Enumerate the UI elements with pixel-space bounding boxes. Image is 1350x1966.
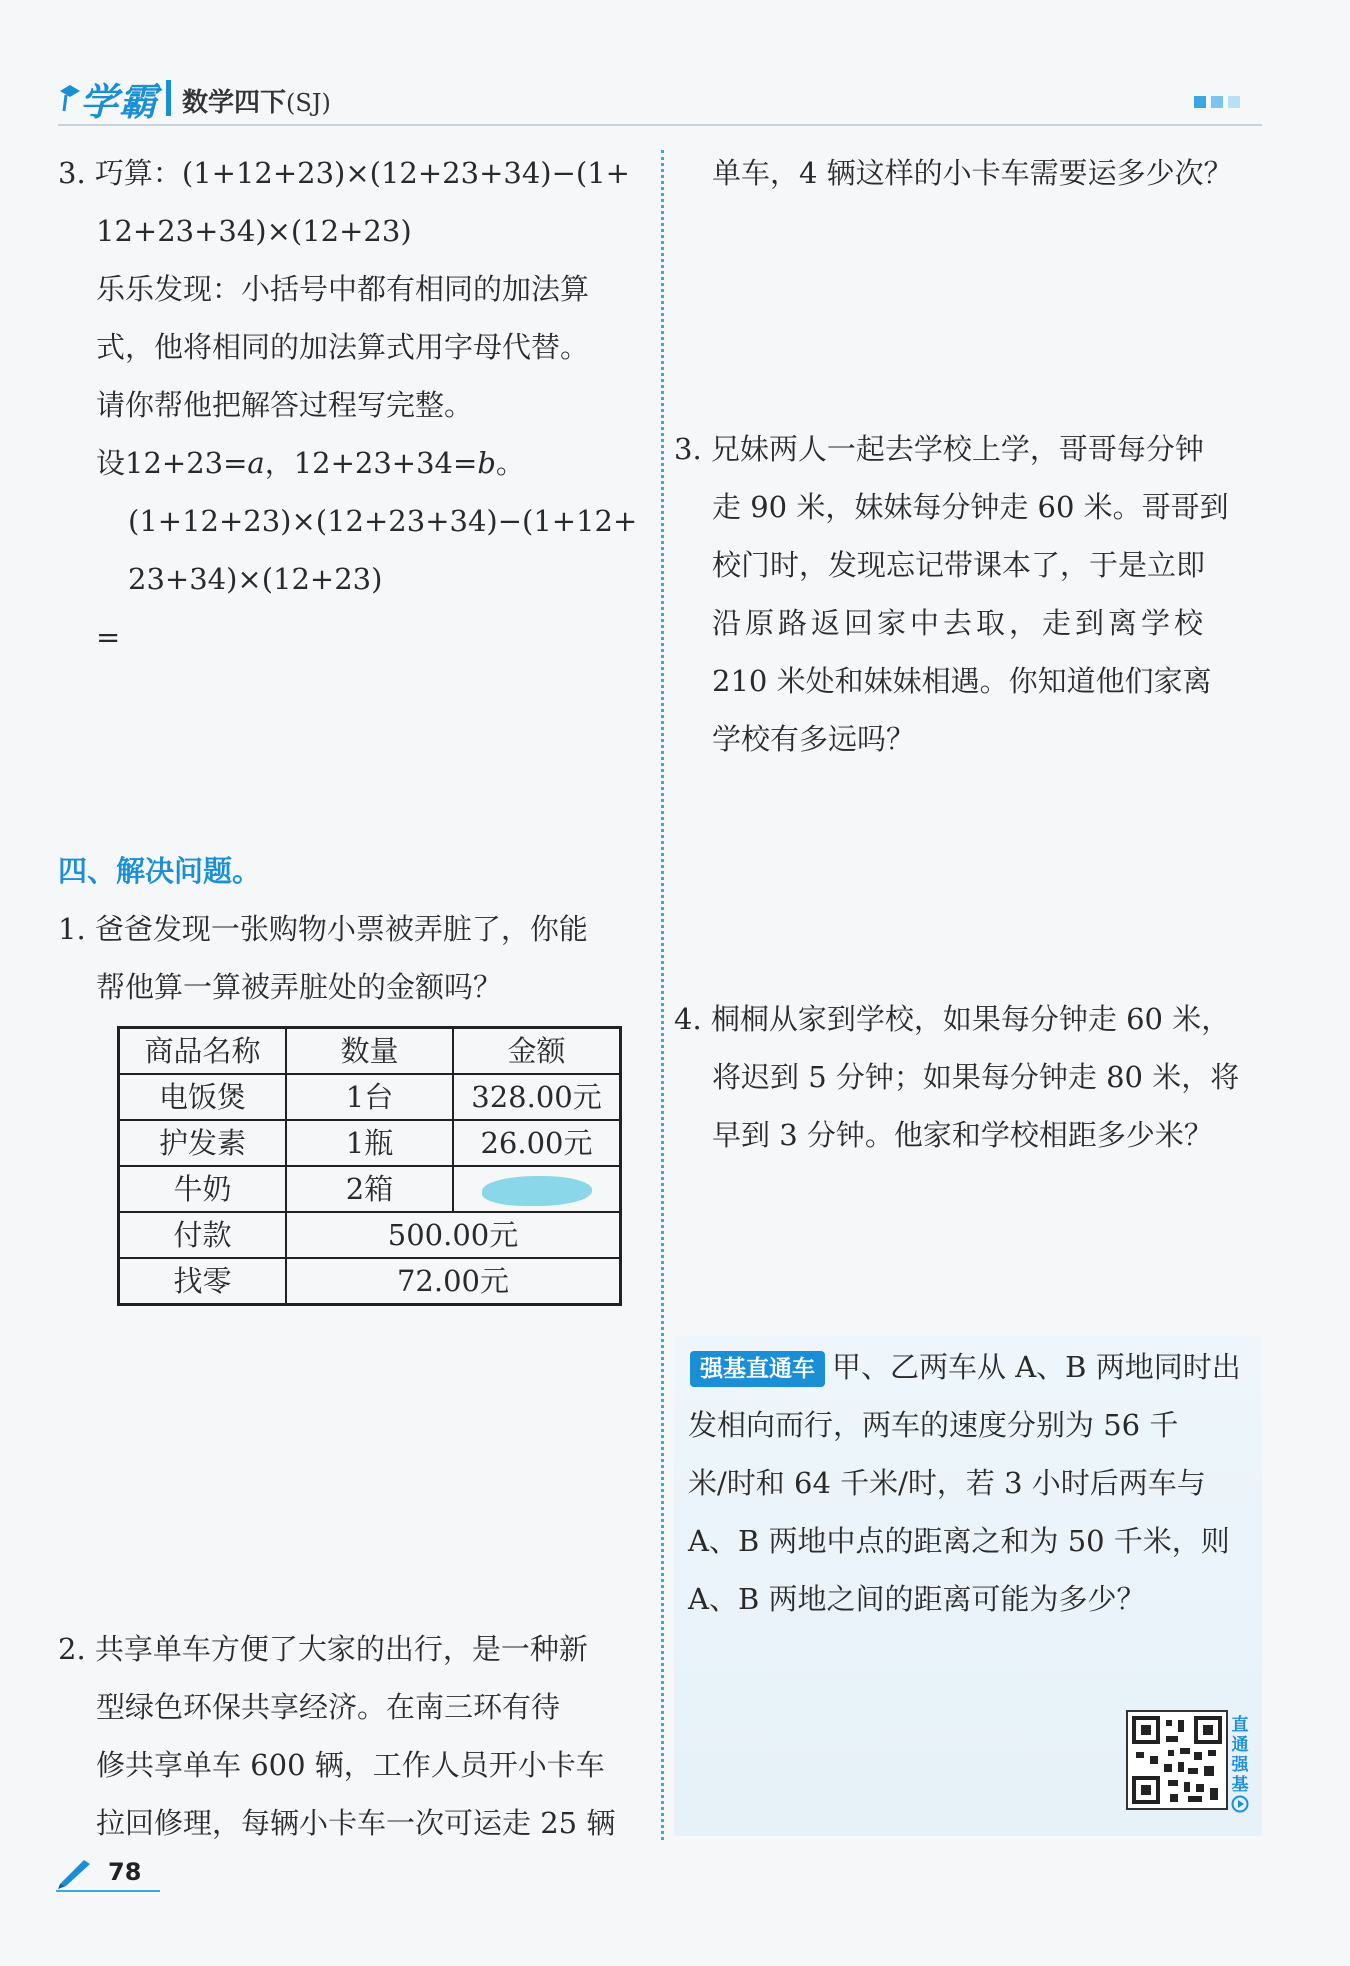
table-row — [119, 1120, 621, 1166]
logo-text: 学霸 — [80, 79, 159, 124]
table-cell: 付款 — [119, 1212, 287, 1258]
q3r-line-3: 校门时，发现忘记带课本了，于是立即 — [712, 548, 1206, 582]
table-header: 金额 — [453, 1028, 621, 1075]
qr-side-label: 直 通 强 基 — [1228, 1715, 1252, 1818]
challenge-line-4: A、B 两地中点的距离之和为 50 千米，则 — [688, 1524, 1230, 1558]
table-cell: 500.00元 — [286, 1212, 621, 1258]
table-header: 商品名称 — [119, 1028, 287, 1075]
qr-code-icon — [1128, 1712, 1226, 1808]
q4-line-1: 4. 桐桐从家到学校，如果每分钟走 60 米， — [674, 1002, 1231, 1036]
table-cell: 1瓶 — [286, 1120, 453, 1166]
q3-substitution: 设12+23=a，12+23+34=b。 — [96, 446, 525, 480]
header-rule — [58, 124, 1262, 126]
page-number: 78 — [108, 1858, 142, 1886]
q4-line-2: 将迟到 5 分钟；如果每分钟走 80 米，将 — [712, 1060, 1240, 1094]
table-row — [119, 1074, 621, 1120]
logo-divider — [166, 80, 171, 116]
q3-expression-1: (1+12+23)×(12+23+34)−(1+12+ — [128, 504, 638, 538]
page-number-underline — [56, 1890, 160, 1892]
table-cell: 26.00元 — [453, 1120, 621, 1166]
edition-label: (SJ) — [286, 89, 331, 117]
var-a: a — [247, 446, 265, 480]
table-cell: 牛奶 — [119, 1166, 287, 1212]
q1-line-2: 帮他算一算被弄脏处的金额吗？ — [96, 970, 503, 1004]
table-row — [119, 1212, 621, 1258]
qr-code[interactable] — [1126, 1710, 1228, 1810]
q3r-line-2: 走 90 米，妹妹每分钟走 60 米。哥哥到 — [712, 490, 1229, 524]
pencil-icon — [56, 1858, 96, 1890]
q2-line-1: 2. 共享单车方便了大家的出行，是一种新 — [58, 1632, 588, 1666]
table-header-row — [119, 1028, 621, 1075]
table-cell: 1台 — [286, 1074, 453, 1120]
page-header — [58, 72, 1260, 126]
subject-label: 数学四下 — [182, 88, 287, 118]
play-icon — [1231, 1795, 1249, 1813]
challenge-line-1: 甲、乙两车从 A、B 两地同时出 — [832, 1350, 1241, 1384]
brand-logo — [58, 72, 171, 124]
q3-line-4: 式，他将相同的加法算式用字母代替。 — [96, 330, 590, 364]
q3-line-2: 12+23+34)×(12+23) — [96, 214, 412, 248]
ink-smudge — [482, 1176, 592, 1206]
q2-continuation: 单车，4 辆这样的小卡车需要运多少次？ — [712, 156, 1233, 190]
q3r-line-1: 3. 兄妹两人一起去学校上学，哥哥每分钟 — [674, 432, 1204, 466]
table-cell: 72.00元 — [286, 1258, 621, 1305]
book-title — [182, 82, 331, 119]
challenge-line-3: 米/时和 64 千米/时，若 3 小时后两车与 — [688, 1466, 1206, 1500]
header-decoration — [1194, 96, 1240, 108]
challenge-tag: 强基直通车 — [690, 1351, 825, 1387]
q2-line-4: 拉回修理，每辆小卡车一次可运走 25 辆 — [96, 1806, 616, 1840]
column-divider — [661, 150, 664, 1840]
q1-line-1: 1. 爸爸发现一张购物小票被弄脏了，你能 — [58, 912, 588, 946]
table-cell: 328.00元 — [453, 1074, 621, 1120]
table-cell: 2箱 — [286, 1166, 453, 1212]
receipt-table — [117, 1026, 622, 1306]
q3-line-1: 3. 巧算：(1+12+23)×(12+23+34)−(1+ — [58, 156, 630, 190]
table-cell: 护发素 — [119, 1120, 287, 1166]
q3-line-5: 请你帮他把解答过程写完整。 — [96, 388, 474, 422]
table-row — [119, 1258, 621, 1305]
q3-line-3: 乐乐发现：小括号中都有相同的加法算 — [96, 272, 590, 306]
challenge-line-2: 发相向而行，两车的速度分别为 56 千 — [688, 1408, 1179, 1442]
table-row — [119, 1166, 621, 1212]
q4-line-3: 早到 3 分钟。他家和学校相距多少米？ — [712, 1118, 1213, 1152]
q3-equals: = — [96, 620, 121, 654]
table-cell: 找零 — [119, 1258, 287, 1305]
q2-line-2: 型绿色环保共享经济。在南三环有待 — [96, 1690, 561, 1724]
q3r-line-4: 沿原路返回家中去取，走到离学校 — [712, 606, 1208, 640]
table-cell: 电饭煲 — [119, 1074, 287, 1120]
q3-expression-2: 23+34)×(12+23) — [128, 562, 383, 596]
var-b: b — [477, 446, 496, 480]
q3r-line-5: 210 米处和妹妹相遇。你知道他们家离 — [712, 664, 1212, 698]
graduation-cap-icon — [58, 83, 80, 113]
table-header: 数量 — [286, 1028, 453, 1075]
q3r-line-6: 学校有多远吗？ — [712, 722, 916, 756]
q2-line-3: 修共享单车 600 辆，工作人员开小卡车 — [96, 1748, 605, 1782]
smudged-cell — [453, 1166, 621, 1212]
challenge-line-5: A、B 两地之间的距离可能为多少？ — [688, 1582, 1146, 1616]
section-title: 四、解决问题。 — [58, 854, 262, 888]
